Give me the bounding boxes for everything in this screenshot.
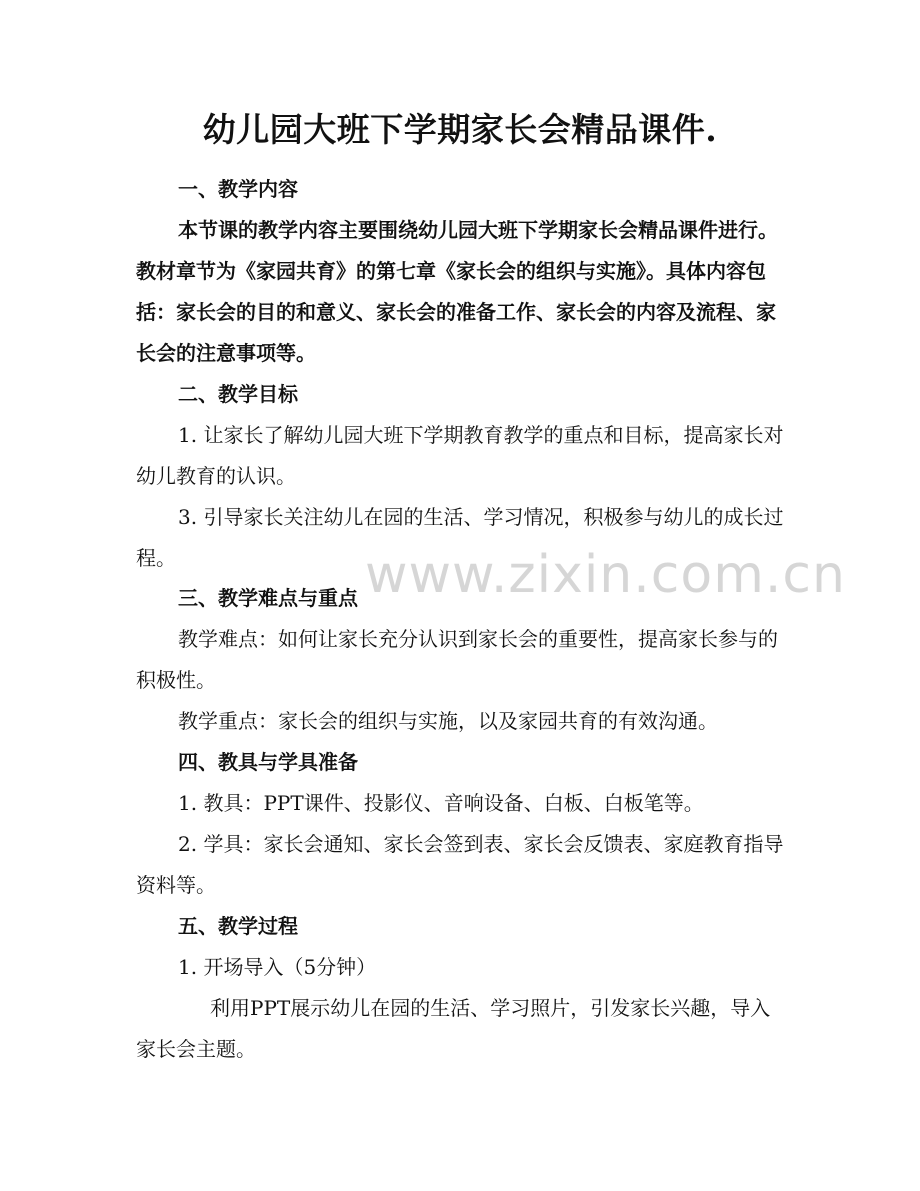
section-heading-4: 四、教具与学具准备 bbox=[178, 750, 358, 774]
watermark: www.zixin.com.cn bbox=[365, 545, 846, 605]
document-title: 幼儿园大班下学期家长会精品课件. bbox=[202, 110, 718, 149]
section-5-step-1: 1. 开场导入（5分钟） bbox=[178, 955, 377, 979]
section-4-learning-aids: 2. 学具：家长会通知、家长会签到表、家长会反馈表、家庭教育指导资料等。 bbox=[136, 832, 784, 897]
section-5-step-1-detail: 利用PPT展示幼儿在园的生活、学习照片，引发家长兴趣，导入家长会主题。 bbox=[136, 996, 771, 1061]
section-3-difficulty: 教学难点：如何让家长充分认识到家长会的重要性，提高家长参与的积极性。 bbox=[136, 627, 778, 692]
section-heading-3: 三、教学难点与重点 bbox=[178, 586, 358, 610]
section-2-item-3: 3. 引导家长关注幼儿在园的生活、学习情况，积极参与幼儿的成长过程。 bbox=[136, 505, 784, 570]
section-heading-1: 一、教学内容 bbox=[178, 177, 298, 201]
section-4-teaching-aids: 1. 教具：PPT课件、投影仪、音响设备、白板、白板笔等。 bbox=[178, 791, 704, 815]
section-heading-2: 二、教学目标 bbox=[178, 382, 298, 406]
section-1-paragraph: 本节课的教学内容主要围绕幼儿园大班下学期家长会精品课件进行。教材章节为《家园共育》的第七章《家长会的组织与实施》。具体内容包括：家长会的目的和意义、家长会的准备工作、家长会的内容及流程、家长会的注意事项等。 bbox=[136, 218, 778, 365]
section-3-focus: 教学重点：家长会的组织与实施，以及家园共育的有效沟通。 bbox=[178, 709, 718, 733]
section-2-item-1: 1. 让家长了解幼儿园大班下学期教育教学的重点和目标，提高家长对幼儿教育的认识。 bbox=[136, 423, 784, 488]
section-heading-5: 五、教学过程 bbox=[178, 914, 298, 938]
